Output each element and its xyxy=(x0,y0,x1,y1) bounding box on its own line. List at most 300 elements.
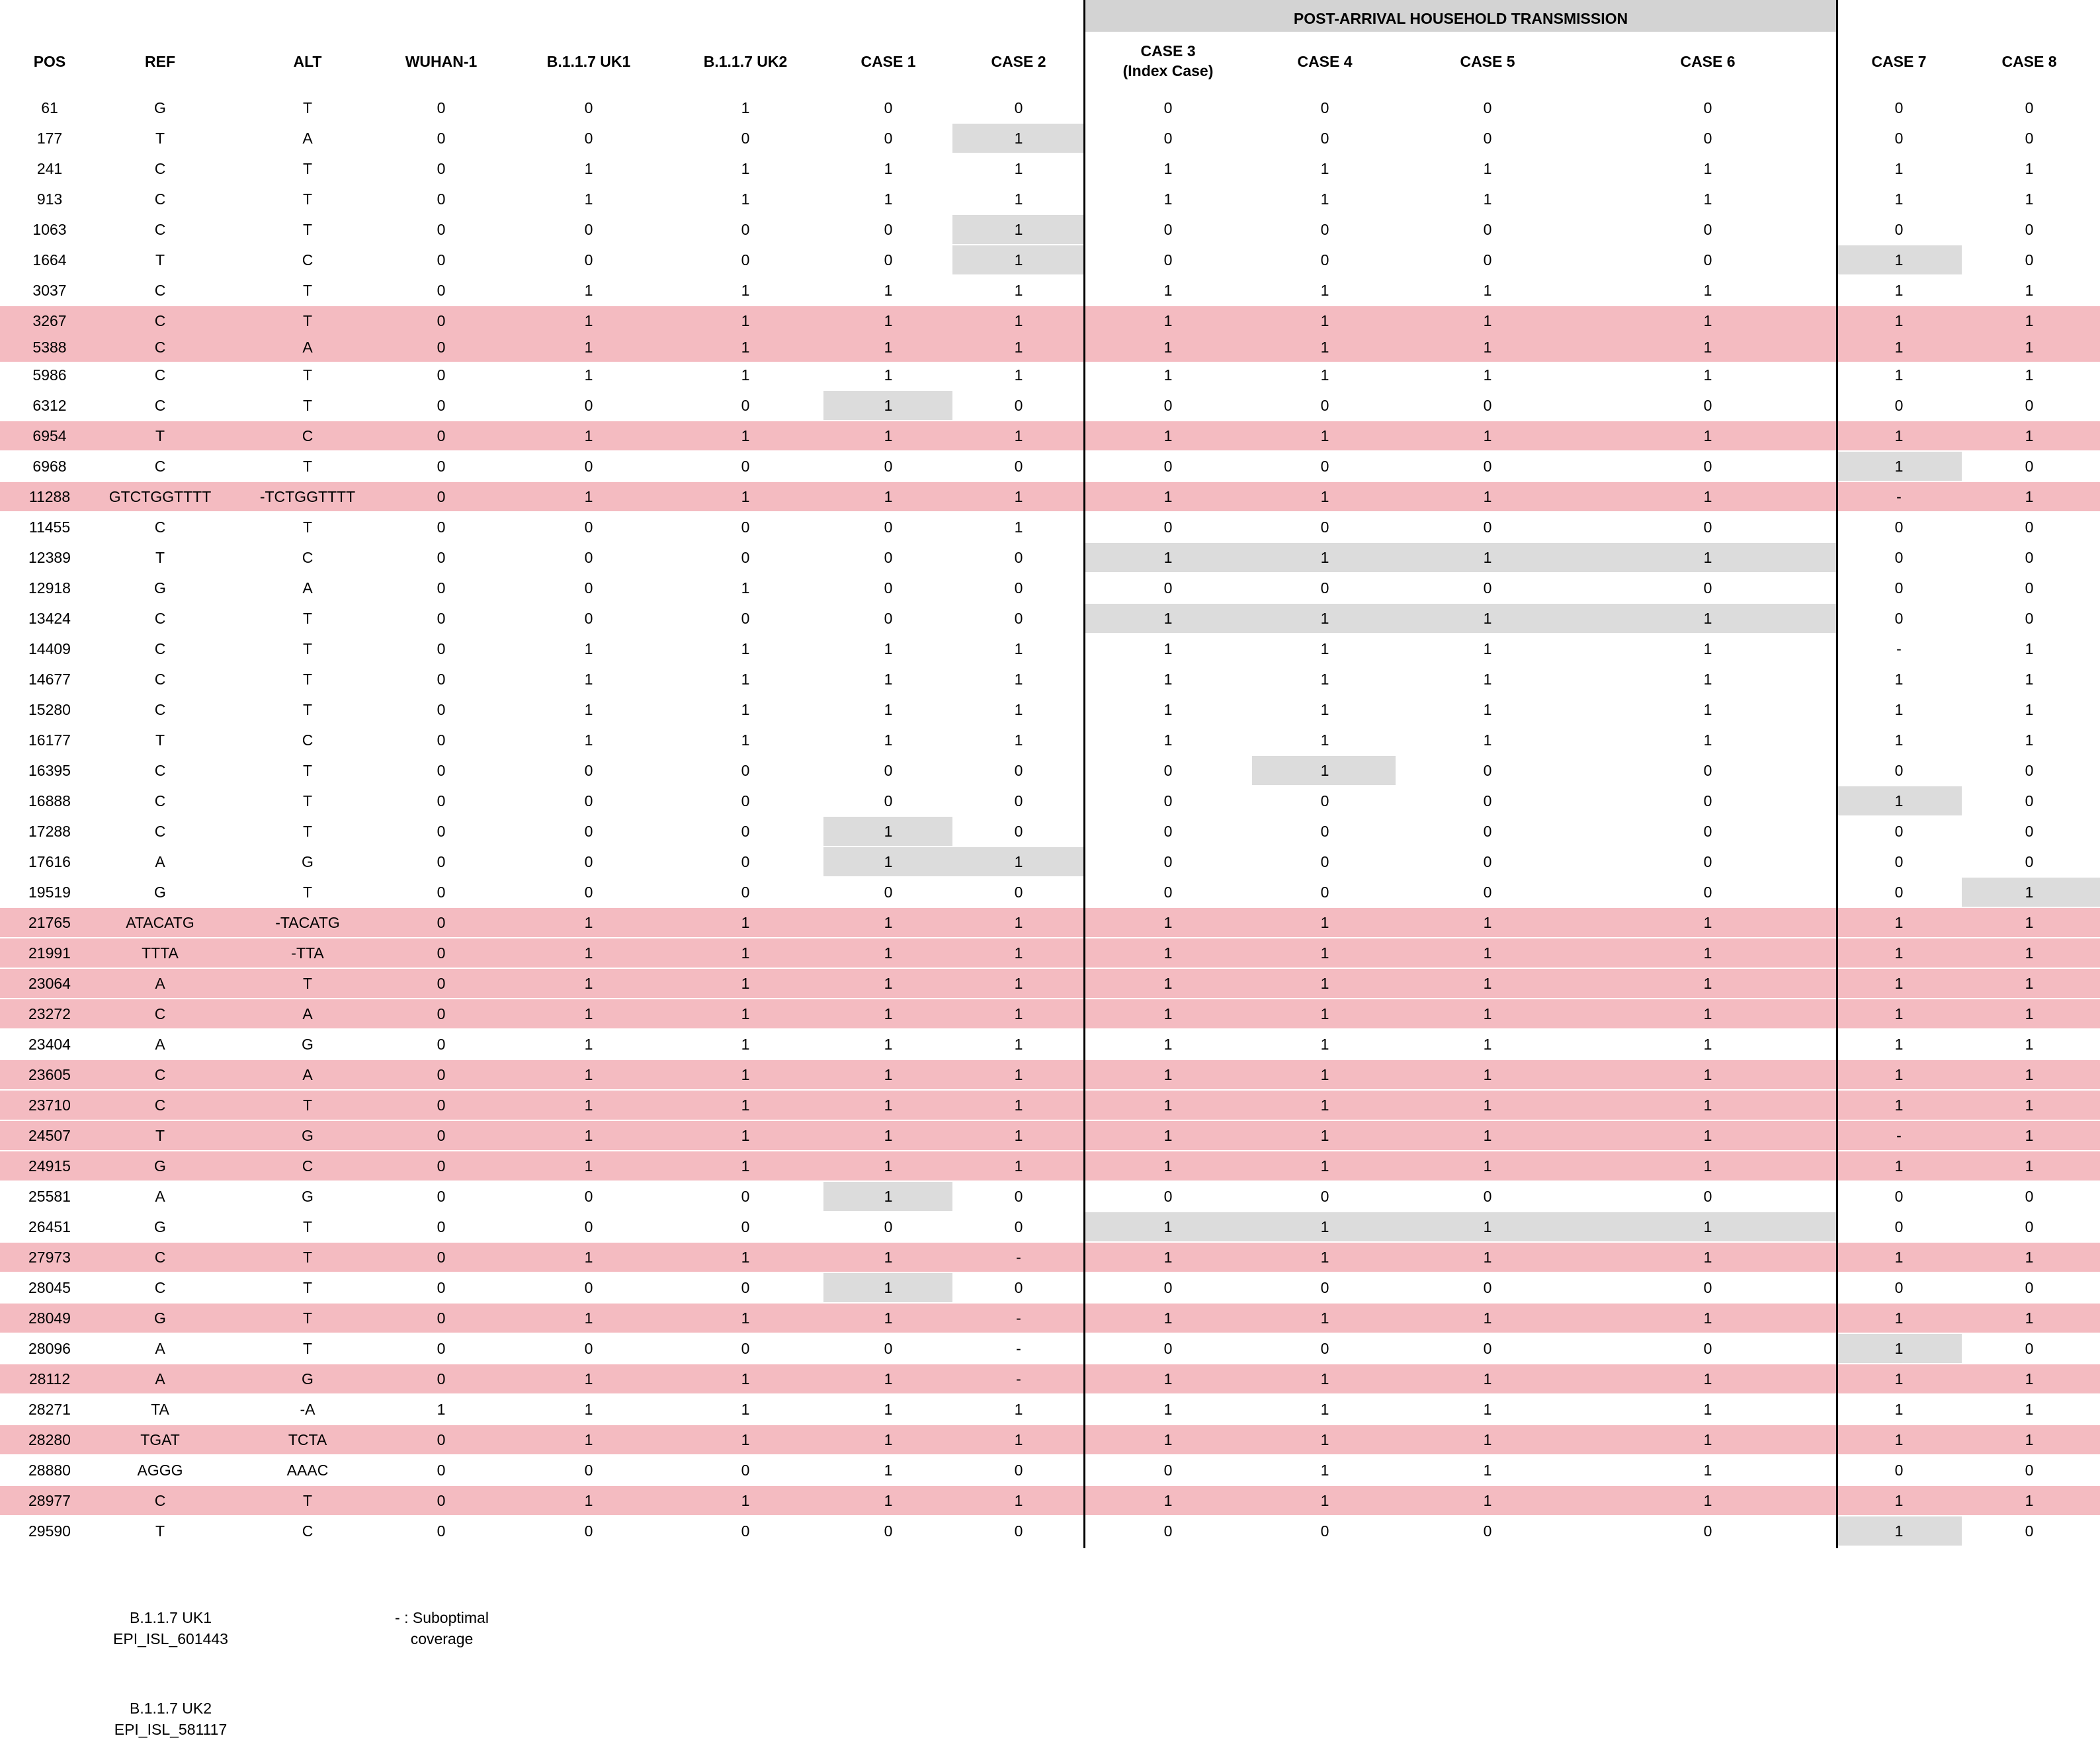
cell-case6: 0 xyxy=(1703,99,1712,116)
cell-wuhan1: 0 xyxy=(437,427,446,444)
cell-case7: 0 xyxy=(1894,762,1904,779)
cell-alt: C xyxy=(302,1522,314,1540)
cell-ref: G xyxy=(154,884,166,901)
cell-case6: 0 xyxy=(1703,458,1712,475)
cell-case7: 1 xyxy=(1894,1249,1904,1266)
cell-case2: 1 xyxy=(1014,1431,1023,1448)
cell-case8: 0 xyxy=(2025,1218,2034,1235)
cell-case4: 0 xyxy=(1320,823,1329,840)
cell-case7: 1 xyxy=(1894,1097,1904,1114)
cell-case4: 1 xyxy=(1320,1401,1329,1418)
cell-alt: G xyxy=(302,1036,314,1053)
cell-uk2: 1 xyxy=(741,312,750,329)
cell-ref: C xyxy=(154,823,166,840)
cell-uk1: 0 xyxy=(584,579,593,597)
cell-uk1: 0 xyxy=(584,1340,593,1357)
cell-case7: 1 xyxy=(1894,1036,1904,1053)
cell-uk1: 0 xyxy=(584,251,593,269)
cell-alt: T xyxy=(302,610,313,627)
cell-case6: 1 xyxy=(1703,1157,1712,1175)
cell-wuhan1: 0 xyxy=(437,251,446,269)
cell-case2: 1 xyxy=(1014,1036,1023,1053)
cell-case2: 1 xyxy=(1014,427,1023,444)
cell-case6: 0 xyxy=(1703,792,1712,809)
cell-case7: - xyxy=(1896,640,1902,657)
cell-case5: 1 xyxy=(1483,1370,1492,1388)
cell-case1: 1 xyxy=(884,1249,893,1266)
cell-ref: C xyxy=(154,1492,166,1509)
cell-case3: 1 xyxy=(1163,427,1173,444)
cell-case3: 1 xyxy=(1163,1309,1173,1327)
cell-case7: 1 xyxy=(1894,1401,1904,1418)
cell-uk2: 1 xyxy=(741,944,750,962)
cell-pos: 12918 xyxy=(28,579,71,597)
cell-case3: 0 xyxy=(1163,1522,1173,1540)
cell-alt: T xyxy=(302,1097,313,1114)
cell-uk2: 1 xyxy=(741,1066,750,1083)
cell-ref: C xyxy=(154,366,166,384)
cell-pos: 16395 xyxy=(28,762,71,779)
cell-case1: 0 xyxy=(884,1218,893,1235)
cell-case2: 0 xyxy=(1014,579,1023,597)
cell-case2: 1 xyxy=(1014,1005,1023,1022)
cell-case6: 1 xyxy=(1703,549,1712,566)
cell-case1: 1 xyxy=(884,731,893,749)
cell-alt: T xyxy=(302,640,313,657)
cell-case8: 0 xyxy=(2025,610,2034,627)
cell-ref: T xyxy=(155,427,165,444)
cell-ref: GTCTGGTTTT xyxy=(108,488,212,505)
cell-case5: 1 xyxy=(1483,366,1492,384)
cell-case4: 0 xyxy=(1320,884,1329,901)
cell-case4: 0 xyxy=(1320,130,1329,147)
cell-pos: 11288 xyxy=(28,488,71,505)
cell-uk1: 0 xyxy=(584,549,593,566)
cell-wuhan1: 0 xyxy=(437,339,446,356)
cell-case5: 1 xyxy=(1483,975,1492,992)
cell-case6: 1 xyxy=(1703,1127,1712,1144)
cell-case3: 1 xyxy=(1163,610,1173,627)
cell-case3: 0 xyxy=(1163,221,1173,238)
cell-uk2: 1 xyxy=(741,1370,750,1388)
cell-case2: 1 xyxy=(1014,944,1023,962)
cell-case5: 0 xyxy=(1483,823,1492,840)
cell-case3: 1 xyxy=(1163,282,1173,299)
cell-case3: 1 xyxy=(1163,1036,1173,1053)
cell-case5: 1 xyxy=(1483,1127,1492,1144)
cell-case6: 1 xyxy=(1703,488,1712,505)
cell-case1: 1 xyxy=(884,190,893,208)
cell-case6: 1 xyxy=(1703,1462,1712,1479)
cell-pos: 21765 xyxy=(28,914,71,931)
cell-uk1: 0 xyxy=(584,610,593,627)
cell-case8: 0 xyxy=(2025,762,2034,779)
cell-wuhan1: 0 xyxy=(437,1279,446,1296)
cell-case2: 1 xyxy=(1014,853,1023,870)
cell-case2: 1 xyxy=(1014,701,1023,718)
cell-case1: 1 xyxy=(884,282,893,299)
cell-case4: 1 xyxy=(1320,312,1329,329)
cell-case8: 1 xyxy=(2025,1005,2034,1022)
cell-case4: 1 xyxy=(1320,640,1329,657)
cell-alt: G xyxy=(302,1188,314,1205)
cell-pos: 28112 xyxy=(28,1370,71,1388)
cell-alt: T xyxy=(302,884,313,901)
cell-pos: 29590 xyxy=(28,1522,71,1540)
cell-uk2: 1 xyxy=(741,339,750,356)
cell-pos: 27973 xyxy=(28,1249,71,1266)
cell-case1: 1 xyxy=(884,1431,893,1448)
cell-case8: 0 xyxy=(2025,549,2034,566)
cell-case6: 1 xyxy=(1703,944,1712,962)
cell-case7: 1 xyxy=(1894,944,1904,962)
cell-uk2: 1 xyxy=(741,1249,750,1266)
cell-uk1: 0 xyxy=(584,792,593,809)
cell-case6: 0 xyxy=(1703,823,1712,840)
cell-case2: - xyxy=(1016,1370,1021,1388)
cell-case7: 1 xyxy=(1894,1157,1904,1175)
cell-case8: 0 xyxy=(2025,458,2034,475)
cell-case7: 0 xyxy=(1894,549,1904,566)
cell-wuhan1: 0 xyxy=(437,762,446,779)
cell-case1: 1 xyxy=(884,671,893,688)
cell-pos: 3037 xyxy=(32,282,67,299)
cell-uk1: 1 xyxy=(584,975,593,992)
cell-case8: 1 xyxy=(2025,731,2034,749)
cell-case6: 1 xyxy=(1703,1401,1712,1418)
cell-case5: 0 xyxy=(1483,397,1492,414)
cell-case8: 1 xyxy=(2025,640,2034,657)
cell-case6: 0 xyxy=(1703,221,1712,238)
cell-wuhan1: 1 xyxy=(437,1401,446,1418)
cell-case1: 1 xyxy=(884,339,893,356)
footnote-uk1-accession: EPI_ISL_601443 xyxy=(113,1630,228,1647)
cell-case1: 1 xyxy=(884,1492,893,1509)
cell-case5: 1 xyxy=(1483,1097,1492,1114)
cell-case6: 1 xyxy=(1703,1097,1712,1114)
cell-wuhan1: 0 xyxy=(437,731,446,749)
cell-case6: 0 xyxy=(1703,1279,1712,1296)
cell-uk1: 1 xyxy=(584,1370,593,1388)
cell-case8: 1 xyxy=(2025,1370,2034,1388)
cell-ref: C xyxy=(154,190,166,208)
footnote-uk1 xyxy=(71,1607,270,1649)
cell-uk1: 1 xyxy=(584,1309,593,1327)
cell-case3: 1 xyxy=(1163,1401,1173,1418)
cell-case7: 1 xyxy=(1894,282,1904,299)
cell-wuhan1: 0 xyxy=(437,1066,446,1083)
cell-pos: 28045 xyxy=(28,1279,71,1296)
cell-case1: 0 xyxy=(884,221,893,238)
cell-case5: 0 xyxy=(1483,1188,1492,1205)
cell-alt: T xyxy=(302,701,313,718)
cell-wuhan1: 0 xyxy=(437,1492,446,1509)
cell-case4: 0 xyxy=(1320,99,1329,116)
cell-uk2: 1 xyxy=(741,1492,750,1509)
cell-case6: 0 xyxy=(1703,397,1712,414)
cell-case7: 1 xyxy=(1894,671,1904,688)
cell-case3: 1 xyxy=(1163,731,1173,749)
cell-case5: 1 xyxy=(1483,1005,1492,1022)
cell-wuhan1: 0 xyxy=(437,1370,446,1388)
cell-case4: 0 xyxy=(1320,518,1329,536)
cell-case2: 1 xyxy=(1014,640,1023,657)
cell-case6: 1 xyxy=(1703,1066,1712,1083)
cell-wuhan1: 0 xyxy=(437,640,446,657)
cell-uk1: 0 xyxy=(584,458,593,475)
cell-case4: 1 xyxy=(1320,1462,1329,1479)
cell-case1: 1 xyxy=(884,488,893,505)
group-right-border xyxy=(1836,0,1838,1548)
column-header-uk2: B.1.1.7 UK2 xyxy=(703,53,788,70)
cell-case5: 1 xyxy=(1483,1401,1492,1418)
cell-case2: 1 xyxy=(1014,914,1023,931)
cell-uk1: 0 xyxy=(584,397,593,414)
cell-case1: 0 xyxy=(884,518,893,536)
cell-ref: G xyxy=(154,1309,166,1327)
cell-case2: 1 xyxy=(1014,339,1023,356)
cell-case5: 1 xyxy=(1483,914,1492,931)
cell-case7: 0 xyxy=(1894,518,1904,536)
cell-case6: 0 xyxy=(1703,884,1712,901)
cell-alt: T xyxy=(302,1279,313,1296)
cell-alt: A xyxy=(302,339,313,356)
cell-case6: 1 xyxy=(1703,610,1712,627)
cell-uk2: 0 xyxy=(741,397,750,414)
cell-case2: - xyxy=(1016,1340,1021,1357)
cell-case5: 1 xyxy=(1483,1431,1492,1448)
cell-case8: 1 xyxy=(2025,944,2034,962)
cell-alt: T xyxy=(302,823,313,840)
cell-case6: 1 xyxy=(1703,366,1712,384)
cell-case7: 1 xyxy=(1894,1370,1904,1388)
cell-uk1: 0 xyxy=(584,762,593,779)
cell-case2: 0 xyxy=(1014,792,1023,809)
cell-case1: 0 xyxy=(884,549,893,566)
cell-case1: 0 xyxy=(884,610,893,627)
cell-case5: 0 xyxy=(1483,221,1492,238)
cell-case2: 0 xyxy=(1014,1279,1023,1296)
cell-case4: 1 xyxy=(1320,731,1329,749)
cell-case8: 1 xyxy=(2025,190,2034,208)
cell-pos: 21991 xyxy=(28,944,71,962)
cell-case7: 1 xyxy=(1894,1005,1904,1022)
cell-ref: A xyxy=(155,853,165,870)
cell-case6: 1 xyxy=(1703,731,1712,749)
cell-uk2: 0 xyxy=(741,518,750,536)
cell-case1: 1 xyxy=(884,1127,893,1144)
footnote-legend-text: coverage xyxy=(410,1630,474,1647)
cell-case5: 0 xyxy=(1483,458,1492,475)
cell-case5: 1 xyxy=(1483,312,1492,329)
cell-pos: 17616 xyxy=(28,853,71,870)
cell-uk2: 0 xyxy=(741,251,750,269)
cell-uk2: 0 xyxy=(741,1462,750,1479)
cell-case4: 1 xyxy=(1320,190,1329,208)
cell-case8: 1 xyxy=(2025,160,2034,177)
cell-uk1: 1 xyxy=(584,1005,593,1022)
cell-wuhan1: 0 xyxy=(437,914,446,931)
cell-uk1: 1 xyxy=(584,1127,593,1144)
cell-pos: 23064 xyxy=(28,975,71,992)
cell-case4: 1 xyxy=(1320,1492,1329,1509)
cell-wuhan1: 0 xyxy=(437,282,446,299)
cell-case8: 0 xyxy=(2025,1340,2034,1357)
cell-case7: - xyxy=(1896,488,1902,505)
cell-case6: 1 xyxy=(1703,640,1712,657)
cell-case7: 0 xyxy=(1894,610,1904,627)
cell-uk2: 0 xyxy=(741,1340,750,1357)
cell-case7: 1 xyxy=(1894,792,1904,809)
cell-case1: 1 xyxy=(884,1188,893,1205)
cell-case7: 1 xyxy=(1894,1309,1904,1327)
cell-case1: 0 xyxy=(884,1340,893,1357)
cell-case6: 1 xyxy=(1703,975,1712,992)
cell-case5: 0 xyxy=(1483,1340,1492,1357)
cell-uk2: 1 xyxy=(741,914,750,931)
cell-alt: -TACATG xyxy=(275,914,340,931)
cell-case6: 1 xyxy=(1703,1249,1712,1266)
cell-wuhan1: 0 xyxy=(437,488,446,505)
cell-case7: 1 xyxy=(1894,701,1904,718)
cell-case3: 0 xyxy=(1163,823,1173,840)
cell-uk1: 1 xyxy=(584,944,593,962)
cell-case2: 1 xyxy=(1014,1127,1023,1144)
cell-case5: 1 xyxy=(1483,731,1492,749)
cell-uk2: 1 xyxy=(741,190,750,208)
cell-case1: 1 xyxy=(884,701,893,718)
cell-case4: 1 xyxy=(1320,427,1329,444)
footnote-legend-symbol: - : Suboptimal xyxy=(395,1609,489,1626)
cell-case3: 1 xyxy=(1163,366,1173,384)
cell-pos: 26451 xyxy=(28,1218,71,1235)
cell-case7: 0 xyxy=(1894,579,1904,597)
cell-case5: 0 xyxy=(1483,130,1492,147)
cell-pos: 177 xyxy=(36,130,63,147)
cell-ref: C xyxy=(154,282,166,299)
cell-case2: 0 xyxy=(1014,610,1023,627)
cell-uk1: 1 xyxy=(584,731,593,749)
cell-case4: 1 xyxy=(1320,762,1329,779)
cell-case6: 1 xyxy=(1703,160,1712,177)
cell-case6: 1 xyxy=(1703,701,1712,718)
cell-case3: 1 xyxy=(1163,549,1173,566)
cell-case4: 1 xyxy=(1320,701,1329,718)
cell-case7: 1 xyxy=(1894,339,1904,356)
cell-ref: C xyxy=(154,640,166,657)
cell-wuhan1: 0 xyxy=(437,610,446,627)
cell-case4: 0 xyxy=(1320,221,1329,238)
cell-case5: 1 xyxy=(1483,1462,1492,1479)
cell-uk2: 1 xyxy=(741,1097,750,1114)
cell-case2: - xyxy=(1016,1309,1021,1327)
cell-case1: 1 xyxy=(884,1066,893,1083)
cell-wuhan1: 0 xyxy=(437,1218,446,1235)
cell-case7: 1 xyxy=(1894,427,1904,444)
cell-case3: 0 xyxy=(1163,853,1173,870)
cell-ref: A xyxy=(155,1188,165,1205)
cell-case7: 1 xyxy=(1894,975,1904,992)
cell-case4: 0 xyxy=(1320,1340,1329,1357)
cell-wuhan1: 0 xyxy=(437,1127,446,1144)
cell-ref: C xyxy=(154,701,166,718)
cell-wuhan1: 0 xyxy=(437,853,446,870)
cell-ref: C xyxy=(154,671,166,688)
column-header-case2: CASE 2 xyxy=(991,53,1046,70)
cell-case5: 1 xyxy=(1483,1157,1492,1175)
cell-uk2: 0 xyxy=(741,823,750,840)
cell-case5: 1 xyxy=(1483,610,1492,627)
cell-case5: 1 xyxy=(1483,160,1492,177)
cell-case4: 1 xyxy=(1320,160,1329,177)
cell-alt: -A xyxy=(300,1401,315,1418)
cell-uk2: 0 xyxy=(741,549,750,566)
cell-pos: 28096 xyxy=(28,1340,71,1357)
cell-pos: 28049 xyxy=(28,1309,71,1327)
cell-case5: 0 xyxy=(1483,579,1492,597)
cell-case8: 1 xyxy=(2025,1097,2034,1114)
column-header-wuhan1: WUHAN-1 xyxy=(405,53,478,70)
cell-pos: 14409 xyxy=(28,640,71,657)
cell-case7: 0 xyxy=(1894,1279,1904,1296)
cell-alt: T xyxy=(302,160,313,177)
column-header-pos: POS xyxy=(33,53,66,70)
cell-uk1: 0 xyxy=(584,1188,593,1205)
cell-case8: 0 xyxy=(2025,1462,2034,1479)
cell-uk1: 0 xyxy=(584,221,593,238)
cell-case7: 1 xyxy=(1894,1492,1904,1509)
cell-uk2: 1 xyxy=(741,366,750,384)
cell-wuhan1: 0 xyxy=(437,1005,446,1022)
cell-ref: C xyxy=(154,1097,166,1114)
cell-case3: 0 xyxy=(1163,518,1173,536)
cell-case4: 0 xyxy=(1320,397,1329,414)
cell-case4: 1 xyxy=(1320,366,1329,384)
cell-case3: 1 xyxy=(1163,1431,1173,1448)
cell-case2: 0 xyxy=(1014,762,1023,779)
cell-wuhan1: 0 xyxy=(437,944,446,962)
cell-pos: 23272 xyxy=(28,1005,71,1022)
cell-case3: 1 xyxy=(1163,339,1173,356)
cell-wuhan1: 0 xyxy=(437,1249,446,1266)
cell-alt: T xyxy=(302,1309,313,1327)
cell-case6: 1 xyxy=(1703,1005,1712,1022)
cell-uk2: 0 xyxy=(741,221,750,238)
cell-uk1: 1 xyxy=(584,1492,593,1509)
cell-ref: A xyxy=(155,1036,165,1053)
cell-alt: T xyxy=(302,221,313,238)
column-header-uk1: B.1.1.7 UK1 xyxy=(546,53,631,70)
cell-ref: C xyxy=(154,339,166,356)
cell-ref: G xyxy=(154,579,166,597)
cell-case6: 0 xyxy=(1703,518,1712,536)
cell-case1: 1 xyxy=(884,853,893,870)
column-header-case4: CASE 4 xyxy=(1297,53,1353,70)
cell-case2: 0 xyxy=(1014,1522,1023,1540)
cell-case8: 1 xyxy=(2025,1309,2034,1327)
cell-alt: C xyxy=(302,427,314,444)
cell-case4: 1 xyxy=(1320,1370,1329,1388)
cell-pos: 241 xyxy=(36,160,63,177)
cell-case4: 0 xyxy=(1320,1188,1329,1205)
cell-pos: 16888 xyxy=(28,792,71,809)
cell-uk2: 0 xyxy=(741,792,750,809)
cell-case7: - xyxy=(1896,1127,1902,1144)
cell-case5: 1 xyxy=(1483,549,1492,566)
cell-uk2: 1 xyxy=(741,640,750,657)
cell-case8: 1 xyxy=(2025,1431,2034,1448)
cell-alt: AAAC xyxy=(286,1462,329,1479)
